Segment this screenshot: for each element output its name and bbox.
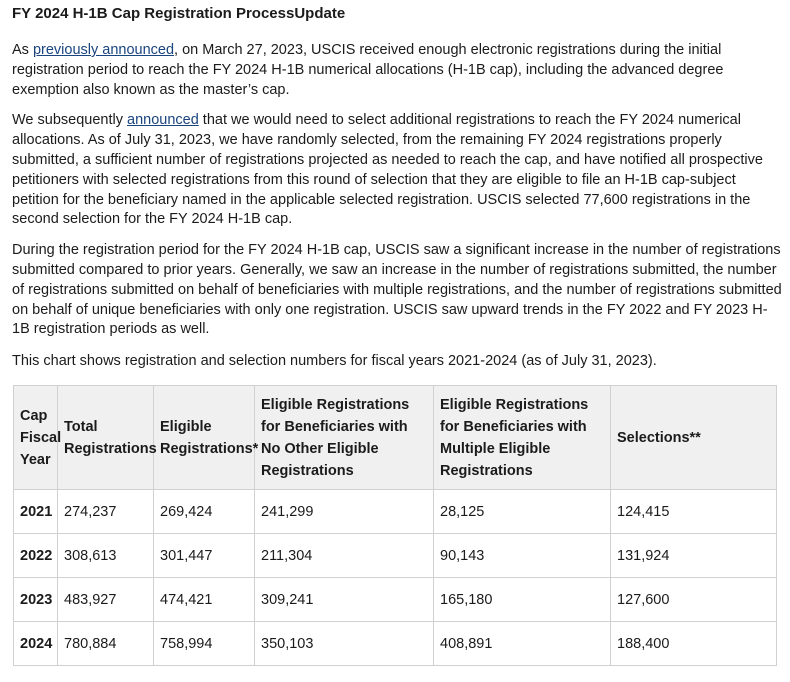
cell-multiple: 28,125 — [434, 490, 611, 534]
cell-no-other: 350,103 — [255, 622, 434, 666]
cell-no-other: 241,299 — [255, 490, 434, 534]
table-row — [14, 578, 777, 622]
table-row — [14, 534, 777, 578]
page-title: FY 2024 H-1B Cap Registration ProcessUpdate — [12, 5, 346, 22]
paragraph-registration-trends: During the registration period for the FY 2024 H-1B cap, USCIS saw a significant increase in the number of registrations submitted compared to prior years. Generally, we saw an increase in the number of registrations submitted, the number of registrations submitted on behalf of beneficiaries with multiple registrations, and the number of registrations submitted on behalf of unique beneficiaries with only one registration. USCIS saw upward trends in the FY 2022 and FY 2023 H-1B registration periods as well. — [12, 242, 782, 338]
cell-eligible: 758,994 — [154, 622, 255, 666]
paragraph-subsequent-selection — [12, 111, 782, 230]
cell-eligible: 269,424 — [154, 490, 255, 534]
header-no-other-eligible: Eligible Registrations for Beneficiaries with No Other Eligible Registrations — [255, 386, 434, 490]
previously-announced-link[interactable]: previously announced — [32, 42, 175, 58]
cell-total: 483,927 — [58, 578, 154, 622]
cell-selections: 127,600 — [611, 578, 777, 622]
registration-table — [13, 385, 777, 666]
table-row — [14, 622, 777, 666]
announced-link[interactable]: announced — [127, 112, 199, 129]
cell-multiple: 408,891 — [434, 622, 611, 666]
cell-year: 2023 — [14, 578, 58, 622]
para1-text-before: As — [12, 42, 33, 58]
cell-selections: 131,924 — [611, 534, 777, 578]
para2-text-before: We subsequently — [12, 112, 127, 129]
cell-no-other: 309,241 — [255, 578, 434, 622]
cell-year: 2024 — [14, 622, 58, 666]
header-eligible-registrations: Eligible Registrations* — [154, 386, 255, 490]
cell-multiple: 90,143 — [434, 534, 611, 578]
cell-eligible: 474,421 — [154, 578, 255, 622]
cell-year: 2021 — [14, 490, 58, 534]
cell-total: 780,884 — [58, 622, 154, 666]
cell-eligible: 301,447 — [154, 534, 255, 578]
cell-no-other: 211,304 — [255, 534, 434, 578]
cell-multiple: 165,180 — [434, 578, 611, 622]
para2-text-after: that we would need to select additional registrations to reach the FY 2024 numerical allocations. As of July 31, 2023, we have randomly selected, from the remaining FY 2024 registrations properly submitted, a sufficient number of registrations projected as needed to reach the cap, and have notified all prospective petitioners with selected registrations from this round of selection that they are eligible to file an H-1B cap-subject petition for the beneficiary named in the applicable selected registration. USCIS selected 77,600 registrations in the second selection for the FY 2024 H-1B cap. — [12, 112, 763, 228]
para1-text-after: , on March 27, 2023, USCIS received enough electronic registrations during the initial registration period to reach the FY 2024 H-1B numerical allocations (H-1B cap), including the advanced degree exemption also known as the master’s cap. — [12, 42, 724, 98]
table-intro: This chart shows registration and selection numbers for fiscal years 2021-2024 (as of July 31, 2023). — [12, 353, 657, 370]
cell-total: 308,613 — [58, 534, 154, 578]
header-cap-fiscal-year: Cap Fiscal Year — [14, 386, 58, 490]
table-header-row — [14, 386, 777, 490]
cell-selections: 188,400 — [611, 622, 777, 666]
header-total-registrations: Total Registrations — [58, 386, 154, 490]
cell-selections: 124,415 — [611, 490, 777, 534]
header-multiple-eligible: Eligible Registrations for Beneficiaries with Multiple Eligible Registrations — [434, 386, 611, 490]
cell-total: 274,237 — [58, 490, 154, 534]
cell-year: 2022 — [14, 534, 58, 578]
table-row — [14, 490, 777, 534]
paragraph-previously-announced — [12, 41, 782, 100]
header-selections: Selections** — [611, 386, 777, 490]
